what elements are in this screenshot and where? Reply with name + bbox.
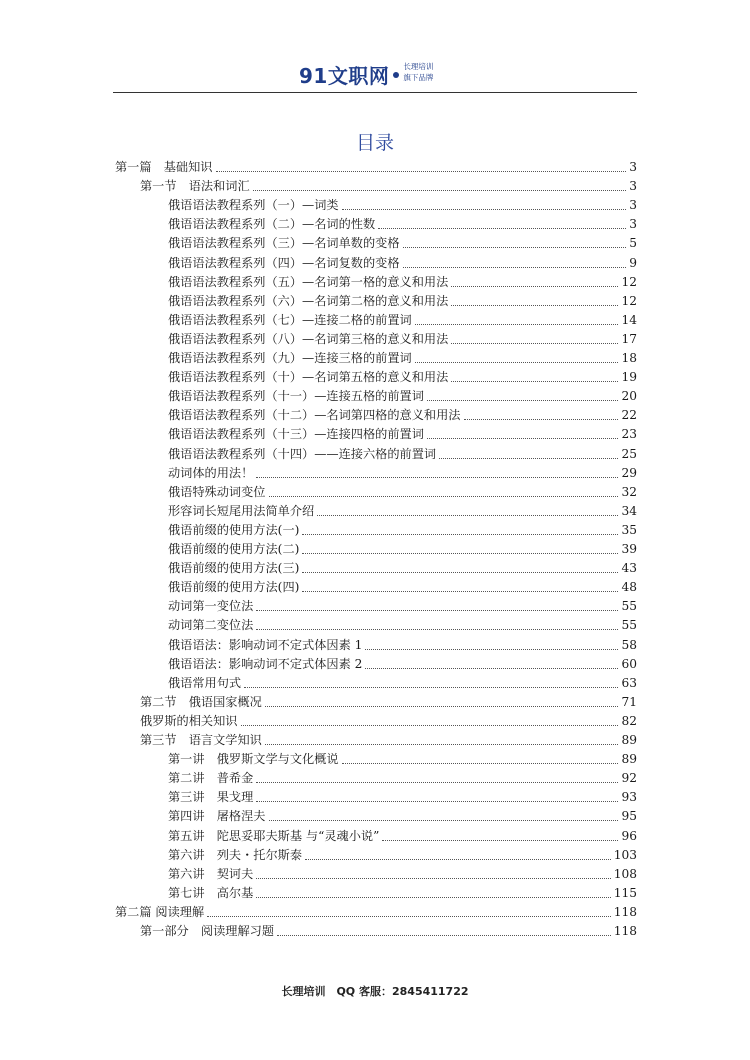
- toc-entry[interactable]: [168, 196, 637, 215]
- toc-leader-dots: [241, 725, 619, 726]
- toc-entry[interactable]: [168, 750, 637, 769]
- toc-leader-dots: [342, 763, 619, 764]
- toc-leader-dots: [342, 209, 627, 210]
- toc-entry-page: 22: [621, 408, 637, 423]
- toc-entry[interactable]: [168, 578, 637, 597]
- toc-entry-label: 俄语前缀的使用方法(四): [168, 580, 300, 595]
- toc-entry-page: 29: [621, 465, 637, 480]
- toc-title: 目录: [355, 132, 394, 154]
- toc-entry-label: 俄语语法教程系列（七）—连接二格的前置词: [168, 312, 412, 327]
- toc-leader-dots: [269, 820, 619, 821]
- toc-entry-page: 3: [629, 198, 637, 213]
- toc-entry-label: 俄语语法教程系列（一）—词类: [168, 198, 339, 213]
- toc-leader-dots: [451, 343, 618, 344]
- toc-entry-page: 39: [621, 542, 637, 556]
- toc-entry-label: 第六讲 列夫・托尔斯泰: [168, 847, 303, 862]
- toc-entry-page: 82: [621, 713, 637, 728]
- toc-entry-label: 俄语语法教程系列（十）—名词第五格的意义和用法: [168, 370, 449, 385]
- toc-leader-dots: [302, 553, 618, 554]
- toc-entry-page: 63: [621, 675, 637, 690]
- toc-entry-page: 20: [621, 389, 637, 404]
- logo-dot-icon: [393, 72, 399, 78]
- toc-leader-dots: [317, 515, 618, 516]
- toc-entry[interactable]: [168, 655, 637, 674]
- toc-leader-dots: [269, 496, 619, 497]
- toc-leader-dots: [439, 458, 618, 459]
- toc-entry[interactable]: [168, 597, 637, 616]
- toc-entry[interactable]: [168, 311, 637, 330]
- toc-entry-page: 23: [621, 427, 637, 442]
- toc-entry-label: 俄语前缀的使用方法(三): [168, 561, 300, 576]
- toc-entry[interactable]: [168, 445, 637, 464]
- toc-entry[interactable]: [168, 502, 637, 521]
- toc-entry-label: 第六讲 契诃夫: [168, 866, 254, 881]
- toc-entry[interactable]: [168, 827, 637, 846]
- toc-entry-label: 俄语语法：影响动词不定式体因素 1: [168, 637, 363, 652]
- toc-entry-page: 17: [621, 331, 637, 346]
- toc-entry-label: 第一节 语法和词汇: [140, 179, 250, 194]
- toc-entry-page: 92: [621, 771, 637, 786]
- toc-entry-label: 第三讲 果戈理: [168, 790, 254, 805]
- toc-entry[interactable]: [140, 922, 637, 941]
- toc-entry-page: 34: [621, 503, 637, 518]
- logo-sub-line1: 长理培训: [403, 62, 434, 71]
- toc-entry-page: 115: [613, 885, 637, 900]
- toc-entry-label: 第一部分 阅读理解习题: [140, 924, 275, 938]
- toc-entry[interactable]: [168, 464, 637, 483]
- toc-entry[interactable]: [168, 368, 637, 387]
- toc-leader-dots: [256, 629, 618, 630]
- toc-entry[interactable]: [168, 234, 637, 253]
- toc-entry[interactable]: [140, 177, 637, 196]
- toc-entry[interactable]: [168, 616, 637, 635]
- toc-entry-label: 俄语语法教程系列（九）—连接三格的前置词: [168, 351, 412, 365]
- toc-leader-dots: [302, 572, 618, 573]
- logo-subtitle: [403, 61, 433, 83]
- toc-entry-label: 第三节 语言文学知识: [140, 733, 262, 747]
- toc-entry[interactable]: [168, 846, 637, 865]
- toc-leader-dots: [365, 668, 618, 669]
- toc-entry[interactable]: [168, 884, 637, 903]
- toc-entry-page: 93: [621, 790, 637, 805]
- toc-entry-page: 118: [613, 924, 637, 938]
- toc-leader-dots: [451, 305, 618, 306]
- toc-entry[interactable]: [168, 483, 637, 502]
- toc-entry-page: 89: [621, 752, 637, 767]
- toc-entry-page: 43: [621, 561, 637, 576]
- toc-entry-label: 动词体的用法！: [168, 465, 254, 480]
- toc-leader-dots: [256, 610, 618, 611]
- toc-entry[interactable]: [168, 387, 637, 406]
- toc-entry[interactable]: [168, 769, 637, 788]
- toc-entry[interactable]: [168, 540, 637, 559]
- toc-entry[interactable]: [168, 521, 637, 540]
- toc-entry-label: 俄语语法教程系列（十一）—连接五格的前置词: [168, 389, 424, 404]
- toc-entry-page: 3: [629, 160, 637, 174]
- toc-entry[interactable]: [168, 349, 637, 368]
- toc-leader-dots: [256, 801, 618, 802]
- toc-entry-label: 俄罗斯的相关知识: [140, 713, 238, 728]
- toc-leader-dots: [216, 171, 627, 172]
- toc-entry-label: 俄语语法教程系列（十四）——连接六格的前置词: [168, 446, 437, 461]
- toc-entry-page: 55: [621, 618, 637, 633]
- toc-entry-label: 形容词长短尾用法简单介绍: [168, 503, 315, 518]
- toc-entry-page: 71: [621, 694, 637, 709]
- toc-entry-page: 55: [621, 599, 637, 614]
- toc-leader-dots: [378, 228, 626, 229]
- toc-entry[interactable]: [168, 636, 637, 655]
- toc-entry[interactable]: [168, 273, 637, 292]
- toc-entry-page: 60: [621, 656, 637, 671]
- toc-entry[interactable]: [140, 731, 637, 750]
- toc-leader-dots: [302, 591, 618, 592]
- toc-leader-dots: [305, 859, 611, 860]
- toc-leader-dots: [302, 534, 618, 535]
- toc-entry-page: 19: [621, 370, 637, 385]
- toc-leader-dots: [207, 916, 611, 917]
- toc-leader-dots: [256, 477, 618, 478]
- toc-entry[interactable]: [168, 330, 637, 349]
- logo-text: 91文职网: [299, 64, 390, 88]
- toc-leader-dots: [253, 190, 627, 191]
- toc-leader-dots: [265, 744, 619, 745]
- toc-entry-page: 3: [629, 179, 637, 194]
- toc-entry-label: 俄语语法教程系列（十二）—名词第四格的意义和用法: [168, 408, 461, 423]
- toc-entry-label: 第四讲 屠格涅夫: [168, 809, 266, 824]
- toc-entry-page: 18: [621, 351, 637, 365]
- toc-leader-dots: [403, 247, 627, 248]
- toc-leader-dots: [256, 897, 610, 898]
- page-footer: 长理培训 QQ 客服：2845411722: [281, 985, 469, 998]
- toc-leader-dots: [451, 381, 618, 382]
- logo-sub-line2: 旗下品牌: [403, 73, 434, 82]
- toc-entry-label: 第一讲 俄罗斯文学与文化概说: [168, 752, 339, 767]
- toc-entry-label: 动词第二变位法: [168, 618, 254, 633]
- toc-entry-label: 俄语语法教程系列（十三）—连接四格的前置词: [168, 427, 424, 442]
- brand-logo: [299, 60, 433, 89]
- toc-entry-label: 动词第一变位法: [168, 599, 254, 614]
- toc-leader-dots: [256, 782, 618, 783]
- toc-entry[interactable]: [140, 693, 637, 712]
- toc-entry[interactable]: [168, 254, 637, 273]
- toc-entry[interactable]: [115, 903, 637, 922]
- toc-leader-dots: [427, 400, 619, 401]
- toc-entry-label: 俄语语法教程系列（八）—名词第三格的意义和用法: [168, 331, 449, 346]
- toc-entry-label: 第二节 俄语国家概况: [140, 694, 262, 709]
- toc-entry-page: 3: [629, 217, 637, 232]
- toc-entry[interactable]: [168, 215, 637, 234]
- toc-entry-label: 俄语常用句式: [168, 675, 242, 690]
- toc-entry-page: 103: [613, 847, 637, 862]
- toc-entry-page: 14: [621, 312, 637, 327]
- toc-entry-page: 108: [613, 866, 637, 881]
- toc-entry-label: 俄语语法教程系列（二）—名词的性数: [168, 217, 376, 232]
- toc-entry-label: 俄语语法教程系列（五）—名词第一格的意义和用法: [168, 274, 449, 289]
- toc-entry[interactable]: [168, 292, 637, 311]
- toc-entry-page: 12: [621, 274, 637, 289]
- toc-leader-dots: [415, 362, 619, 363]
- toc-entry-page: 32: [621, 484, 637, 499]
- toc-entry-page: 35: [621, 522, 637, 537]
- toc-entry-label: 第一篇 基础知识: [115, 160, 213, 174]
- toc-entry[interactable]: [168, 674, 637, 693]
- toc-entry-label: 第二篇 阅读理解: [115, 904, 205, 919]
- toc-entry-page: 5: [629, 236, 637, 251]
- toc-entry-page: 96: [621, 828, 637, 843]
- toc-entry[interactable]: [168, 788, 637, 807]
- toc-leader-dots: [265, 706, 619, 707]
- toc-leader-dots: [415, 324, 619, 325]
- toc-entry-label: 第五讲 陀思妥耶夫斯基 与“灵魂小说”: [168, 828, 380, 843]
- toc-entry-label: 俄语前缀的使用方法(二): [168, 542, 300, 556]
- toc-leader-dots: [256, 878, 610, 879]
- toc-entry-label: 第七讲 高尔基: [168, 885, 254, 900]
- toc-entry-label: 俄语特殊动词变位: [168, 484, 266, 499]
- toc-entry[interactable]: [168, 425, 637, 444]
- toc-entry-page: 48: [621, 580, 637, 595]
- toc-leader-dots: [382, 840, 618, 841]
- toc-entry-page: 95: [621, 809, 637, 824]
- toc-entry-label: 俄语语法教程系列（六）—名词第二格的意义和用法: [168, 293, 449, 308]
- toc-leader-dots: [365, 649, 618, 650]
- toc-entry-label: 俄语语法教程系列（三）—名词单数的变格: [168, 236, 400, 251]
- toc-entry-label: 俄语语法教程系列（四）—名词复数的变格: [168, 255, 400, 270]
- toc-entry[interactable]: [168, 559, 637, 578]
- toc-entry[interactable]: [168, 807, 637, 826]
- toc-leader-dots: [277, 935, 611, 936]
- toc-entry-label: 俄语语法：影响动词不定式体因素 2: [168, 656, 363, 671]
- page-header: [113, 52, 637, 93]
- toc-entry-page: 9: [629, 255, 637, 270]
- toc-entry[interactable]: [168, 865, 637, 884]
- toc-entry-page: 12: [621, 293, 637, 308]
- toc-entry-page: 58: [621, 637, 637, 652]
- toc-entry-page: 89: [621, 733, 637, 747]
- toc-entry[interactable]: [140, 712, 637, 731]
- toc-leader-dots: [403, 267, 627, 268]
- toc-leader-dots: [451, 286, 618, 287]
- toc-leader-dots: [427, 438, 619, 439]
- toc-entry[interactable]: [168, 406, 637, 425]
- toc-entry-page: 25: [621, 446, 637, 461]
- toc-entry-page: 118: [613, 904, 637, 919]
- toc-entry[interactable]: [115, 158, 637, 177]
- toc-leader-dots: [464, 419, 619, 420]
- toc-entry-label: 第二讲 普希金: [168, 771, 254, 786]
- toc-entry-label: 俄语前缀的使用方法(一): [168, 522, 300, 537]
- toc-leader-dots: [244, 687, 618, 688]
